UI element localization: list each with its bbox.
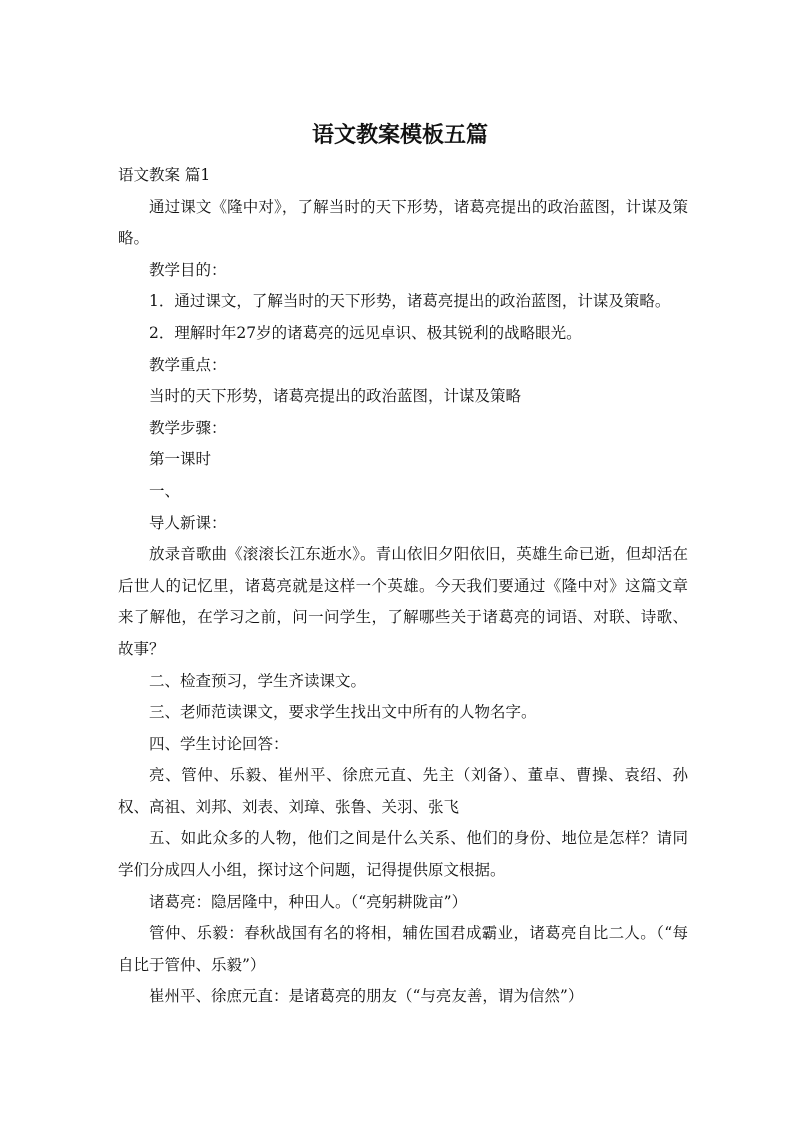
- document-body: [118, 160, 688, 1013]
- paragraph: 一、: [149, 481, 181, 500]
- paragraph: 2．理解时年27岁的诸葛亮的远见卓识、极其锐利的战略眼光。: [149, 323, 582, 342]
- paragraph: 二、检查预习，学生齐读课文。: [149, 671, 367, 690]
- document-title: 语文教案模板五篇: [311, 123, 488, 148]
- paragraph: 1．通过课文，了解当时的天下形势，诸葛亮提出的政治蓝图，计谋及策略。: [149, 292, 671, 311]
- paragraph: 崔州平、徐庶元直：是诸葛亮的朋友（“与亮友善，谓为信然”）: [149, 987, 584, 1006]
- paragraph: 第一课时: [149, 450, 212, 469]
- paragraph: 诸葛亮：隐居隆中，种田人。（“亮躬耕陇亩”）: [149, 892, 468, 911]
- paragraph: 教学重点：: [149, 355, 227, 374]
- paragraph: 放录音歌曲《滚滚长江东逝水》。青山依旧夕阳依旧，英雄生命已逝，但却活在后世人的记忆里，诸葛亮就是这样一个英雄。今天我们要通过《隆中对》这篇文章来了解他，在学习之前，问一问学生，了解哪些关于诸葛亮的词语、对联、诗歌、故事？: [118, 545, 688, 658]
- paragraph: 当时的天下形势，诸葛亮提出的政治蓝图，计谋及策略: [149, 387, 522, 406]
- paragraph: 三、老师范读课文，要求学生找出文中所有的人物名字。: [149, 703, 537, 722]
- paragraph: 教学目的：: [149, 260, 227, 279]
- paragraph: 亮、管仲、乐毅、崔州平、徐庶元直、先主（刘备）、董卓、曹操、袁绍、孙权、高祖、刘邦、刘表、刘璋、张鲁、关羽、张飞: [118, 766, 688, 816]
- paragraph: 教学步骤：: [149, 418, 227, 437]
- paragraph: 通过课文《隆中对》，了解当时的天下形势，诸葛亮提出的政治蓝图，计谋及策略。: [118, 197, 688, 248]
- paragraph: 四、学生讨论回答：: [149, 734, 289, 753]
- paragraph: 管仲、乐毅：春秋战国有名的将相，辅佐国君成霸业，诸葛亮自比二人。（“每自比于管仲、乐毅”）: [118, 924, 688, 974]
- paragraph: 五、如此众多的人物，他们之间是什么关系、他们的身份、地位是怎样？请同学们分成四人小组，探讨这个问题，记得提供原文根据。: [118, 829, 688, 880]
- section-heading: 语文教案 篇1: [118, 166, 211, 184]
- paragraph: 导人新课：: [149, 513, 227, 532]
